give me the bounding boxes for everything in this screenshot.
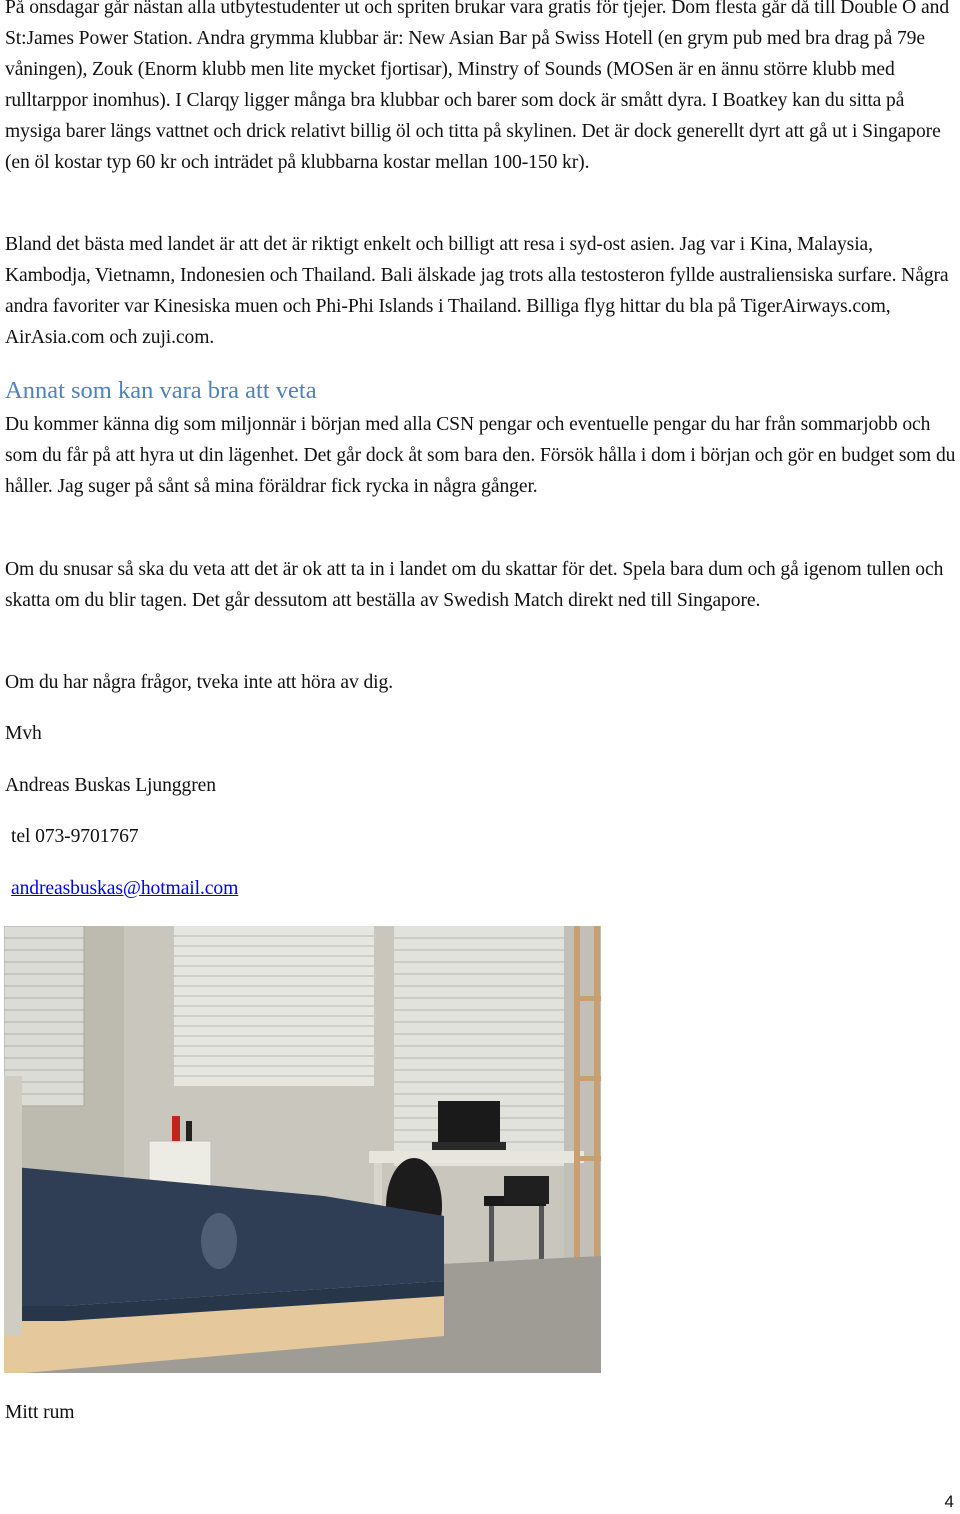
paragraph-questions: Om du har några frågor, tveka inte att höra av dig.	[5, 672, 394, 693]
email-link[interactable]: andreasbuskas@hotmail.com	[11, 878, 239, 899]
closing-greeting: Mvh	[5, 723, 42, 744]
email-line	[11, 873, 960, 904]
paragraph-snus: Om du snusar så ska du veta att det är ok att ta in i landet om du skattar för det. Spela bara dum och gå igenom tullen och skatta om du blir tagen. Det går dessutom att beställa av Swedish Match direkt ned till Singapore.	[5, 559, 944, 611]
author-name: Andreas Buskas Ljunggren	[5, 775, 216, 796]
paragraph-travel: Bland det bästa med landet är att det är riktigt enkelt och billigt att resa i syd-ost asien. Jag var i Kina, Malaysia, Kambodja, Vietnamn, Indonesien och Thailand. Bali älskade jag trots alla testosteron fyllde australiensiska surfare. Några andra favoriter var Kinesiska muen och Phi-Phi Islands i Thailand. Billiga flyg hittar du bla på TigerAirways.com, AirAsia.com och zuji.com.	[5, 234, 949, 348]
page-number: 4	[944, 1492, 954, 1511]
paragraph-money: Du kommer känna dig som miljonnär i början med alla CSN pengar och eventuelle pengar du har från sommarjobb och som du får på att hyra ut din lägenhet. Det går dock åt som bara den. Försök hålla i dom i början och gör en budget som du håller. Jag suger på sånt så mina föräldrar fick rycka in några gånger.	[5, 414, 956, 497]
section-heading: Annat som kan vara bra att veta	[5, 377, 317, 404]
room-photo	[4, 926, 601, 1373]
photo-caption: Mitt rum	[5, 1402, 75, 1423]
phone-number: tel 073-9701767	[11, 826, 139, 847]
room-photo-illustration	[4, 926, 601, 1373]
paragraph-nightlife: På onsdagar går nästan alla utbytestudenter ut och spriten brukar vara gratis för tjejer. Dom flesta går då till Double O and St:James Power Station. Andra grymma klubbar är: New Asian Bar på Swiss Hotell (en grym pub med bra drag på 79e våningen), Zouk (Enorm klubb men lite mycket fjortisar), Minstry of Sounds (MOSen är en ännu större klubb med rulltarppor inomhus). I Clarqy ligger många bra klubbar och barer som dock är smått dyra. I Boatkey kan du sitta på mysiga barer längs vattnet och drick relativt billig öl och titta på skylinen. Det är dock generellt dyrt att gå ut i Singapore (en öl kostar typ 60 kr och inträdet på klubbarna kostar mellan 100-150 kr).	[5, 0, 950, 173]
